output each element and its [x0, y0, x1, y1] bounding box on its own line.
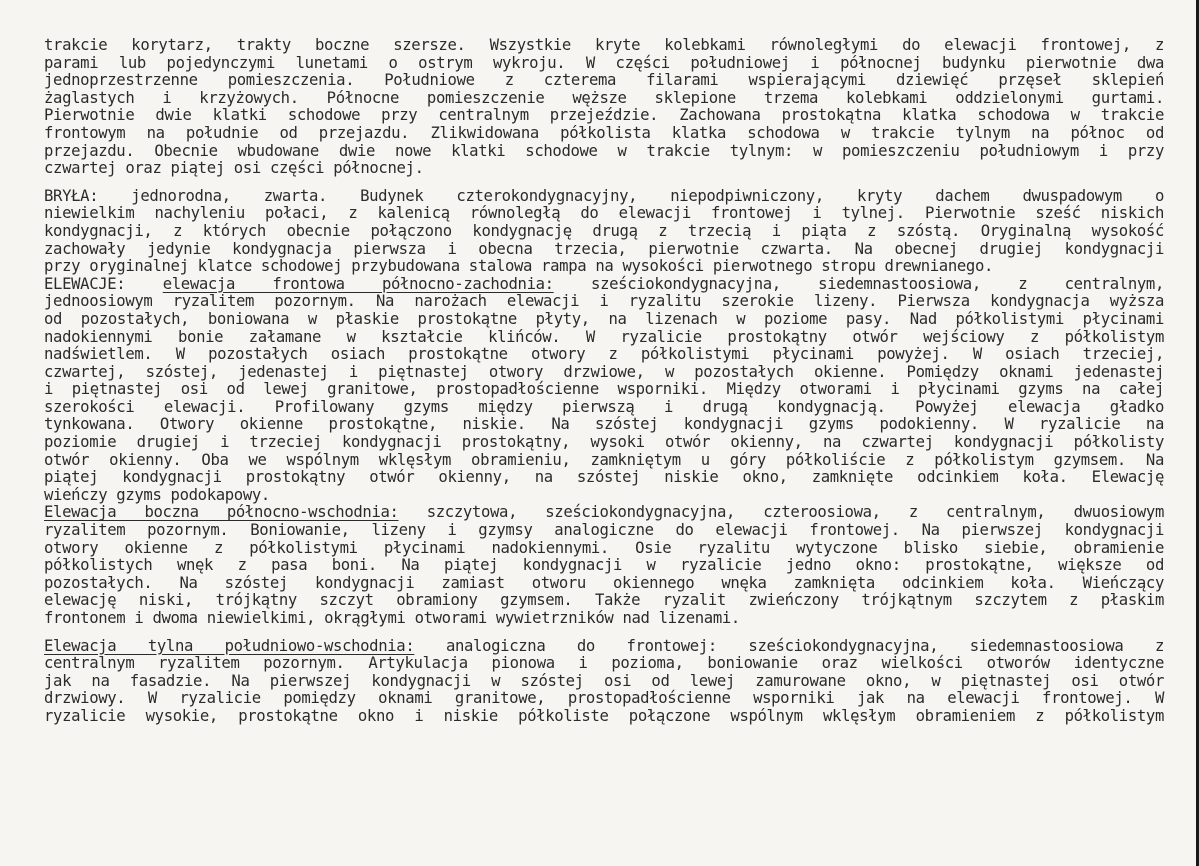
text-line: BRYŁA: jednorodna, zwarta. Budynek czterokondygnacyjny, niepodpiwniczony, kryty dachem dwuspadowym o	[44, 186, 1164, 205]
text-fragment: szczytowa, sześciokondygnacyjna, czteroosiowa, z centralnym, dwuosiowym	[426, 503, 1164, 522]
text-line: ryzalicie wysokie, prostokątne okno i niskie półkoliste połączone wspólnym wklęsłym obramieniem z półkolistym	[44, 706, 1164, 725]
text-line: czwartej, szóstej, jedenastej i piętnastej otwory drzwiowe, w pozostałych okienne. Pomiędzy oknami jedenastej	[44, 362, 1164, 381]
text-line: jak na fasadzie. Na pierwszej kondygnacji w szóstej osi od lewej zamurowane okno, w piętnastej osi otwór	[44, 671, 1164, 690]
text-line: pozostałych. Na szóstej kondygnacji zamiast otworu okiennego wnęka zamknięta odcinkiem koła. Wieńczący	[44, 573, 1164, 592]
text-line	[44, 638, 1164, 656]
text-line: ryzalitem pozornym. Boniowanie, lizeny i gzymsy analogiczne do elewacji frontowej. Na pierwszej kondygnacji	[44, 521, 1164, 540]
text-line: Pierwotnie dwie klatki schodowe przy centralnym przejeździe. Zachowana prostokątna klatka schodowa w trakcie	[44, 106, 1164, 125]
text-fragment: analogiczna do frontowej: sześciokondygnacyjna, siedemnastoosiowa z	[445, 636, 1164, 655]
text-line: nadokiennymi bonie załamane w kształcie klińców. W ryzalicie prostokątny otwór wejściowy z półkolistym	[44, 327, 1164, 346]
text-fragment: sześciokondygnacyjna, siedemnastoosiowa, z centralnym,	[591, 274, 1164, 293]
text-line: kondygnacji, z których obecnie połączono kondygnację drugą z trzecią i piąta z szóstą. Oryginalną wysokość	[44, 221, 1164, 240]
paragraph-elewacja-boczna	[44, 504, 1164, 627]
text-line: tynkowana. Otwory okienne prostokątne, niskie. Na szóstej kondygnacji gzyms podokienny. W ryzalicie na	[44, 415, 1164, 434]
paragraph-bryla	[44, 188, 1164, 276]
document-text	[44, 37, 1164, 726]
text-line: czwartej oraz piątej osi części północnej.	[44, 159, 424, 178]
text-line: drzwiowy. W ryzalicie pomiędzy oknami granitowe, prostopadłościenne wsporniki jak na elewacji frontowej. W	[44, 689, 1164, 708]
section-subheading: Elewacja tylna południowo-wschodnia:	[44, 636, 415, 655]
text-line: parami lub pojedynczymi lunetami o ostrym wykroju. W części południowej i północnej budynku pierwotnie dwa	[44, 53, 1164, 72]
text-line: i piętnastej osi od lewej granitowe, prostopadłościenne wsporniki. Między otworami i płycinami gzyms na całej	[44, 380, 1164, 399]
text-line: elewację niski, trójkątny szczyt obramiony gzymsem. Także ryzalit zwieńczony trójkątnym szczytem z płaskim	[44, 591, 1164, 610]
text-line: frontowym na południe od przejazdu. Zlikwidowana półkolista klatka schodowa w trakcie tylnym na północ od	[44, 123, 1164, 142]
text-line	[44, 276, 1164, 294]
text-line: poziomie drugiej i trzeciej kondygnacji prostokątny, wysoki otwór okienny, na czwartej kondygnacji półkolisty	[44, 433, 1164, 452]
paragraph-elewacja-tylna	[44, 638, 1164, 726]
section-heading: ELEWACJE:	[44, 274, 126, 293]
text-line: jednoprzestrzenne pomieszczenia. Południowe z czterema filarami wspierającymi dziewięć przęseł sklepień	[44, 71, 1164, 90]
text-line: od pozostałych, boniowana w płaskie prostokątne płyty, na lizenach w poziome pasy. Nad półkolistymi płycinami	[44, 309, 1164, 328]
text-line: otwór okienny. Oba we wspólnym wklęsłym obramieniu, zamkniętym u góry półkoliście z półkolistym gzymsem. Na	[44, 450, 1164, 469]
text-line: wieńczy gzyms podokapowy.	[44, 485, 270, 504]
text-line: centralnym ryzalitem pozornym. Artykulacja pionowa i pozioma, boniowanie oraz wielkości otworów identyczne	[44, 654, 1164, 673]
text-line: otwory okienne z półkolistymi płycinami nadokiennymi. Osie ryzalitu wytyczone blisko siebie, obramienie	[44, 538, 1164, 557]
text-line: niewielkim nachyleniu połaci, z kalenicą równoległą do elewacji frontowej i tylnej. Pierwotnie sześć niskich	[44, 204, 1164, 223]
text-line: jednoosiowym ryzalitem pozornym. Na narożach elewacji i ryzalitu szerokie lizeny. Pierwsza kondygnacja wyższa	[44, 292, 1164, 311]
text-line: frontonem i dwoma niewielkimi, okrągłymi otworami wywietrzników nad lizenami.	[44, 609, 740, 627]
text-line: szerokości elewacji. Profilowany gzyms między pierwszą i drugą kondygnacją. Powyżej elewacja gładko	[44, 397, 1164, 416]
text-line: zachowały jedynie kondygnacja pierwsza i obecna trzecia, pierwotnie czwarta. Na obecnej drugiej kondygnacji	[44, 239, 1164, 258]
text-line: przy oryginalnej klatce schodowej przybudowana stalowa rampa na wysokości pierwotnego stropu drewnianego.	[44, 257, 994, 276]
text-line: żaglastych i krzyżowych. Północne pomieszczenie węższe sklepione trzema kolebkami oddzielonymi gurtami.	[44, 88, 1164, 107]
text-line: piątej kondygnacji prostokątny otwór okienny, na szóstej niskie okno, zamknięte odcinkiem koła. Elewację	[44, 468, 1164, 487]
paragraph-elewacja-frontowa	[44, 276, 1164, 505]
text-line	[44, 504, 1164, 522]
section-subheading: elewacja frontowa północno-zachodnia:	[162, 274, 554, 293]
section-subheading: Elewacja boczna północno-wschodnia:	[44, 503, 399, 522]
text-line: nadświetlem. W pozostałych osiach prostokątne otwory z półkolistymi płycinami powyżej. W osiach trzeciej,	[44, 345, 1164, 364]
paragraph-layout	[44, 37, 1164, 178]
text-line: półkolistych wnęk z pasa boni. Na piątej kondygnacji w ryzalicie jedno okno: prostokątne, większe od	[44, 556, 1164, 575]
text-line: trakcie korytarz, trakty boczne szersze. Wszystkie kryte kolebkami równoległymi do elewacji frontowej, z	[44, 36, 1164, 54]
text-line: przejazdu. Obecnie wbudowane dwie nowe klatki schodowe w trakcie tylnym: w pomieszczeniu południowym i przy	[44, 141, 1164, 160]
